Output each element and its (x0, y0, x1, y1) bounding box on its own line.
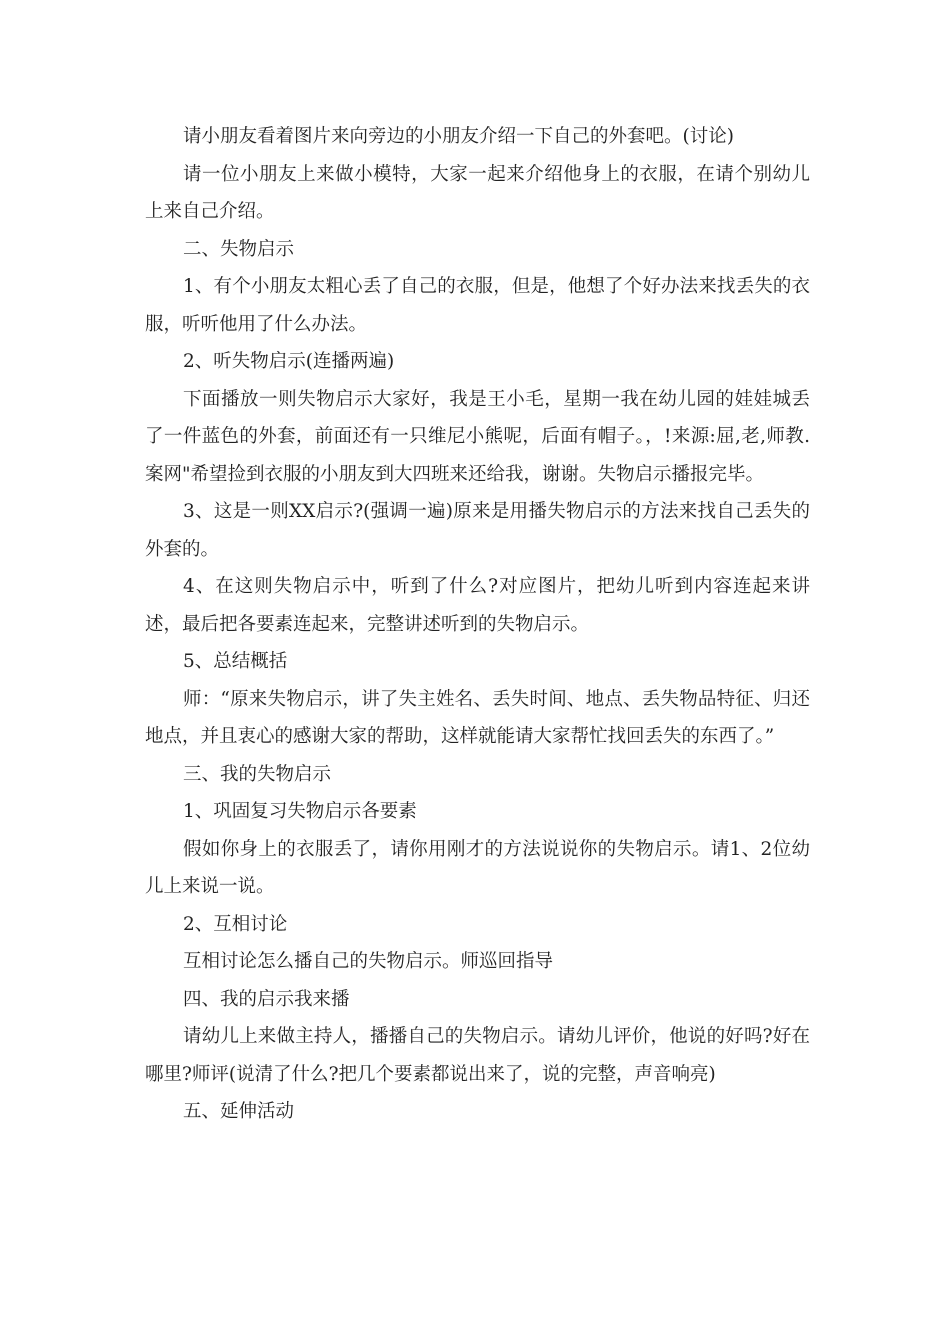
subsection-heading: 1、巩固复习失物启示各要素 (183, 801, 417, 822)
document-body (145, 118, 810, 1131)
paragraph: 下面播放一则失物启示大家好，我是王小毛，星期一我在幼儿园的娃娃城丢了一件蓝色的外套，前面还有一只维尼小熊呢，后面有帽子。，!来源:屈,老,师教.案网"希望捡到衣服的小朋友到大四班来还给我，谢谢。失物启示播报完毕。 (145, 388, 810, 485)
paragraph: 假如你身上的衣服丢了，请你用刚才的方法说说你的失物启示。请1、2位幼儿上来说一说。 (145, 838, 810, 897)
section-heading: 四、我的启示我来播 (183, 988, 350, 1010)
subsection-heading: 2、听失物启示(连播两遍) (183, 351, 395, 372)
paragraph: 请小朋友看着图片来向旁边的小朋友介绍一下自己的外套吧。(讨论) (183, 126, 734, 147)
paragraph: 请幼儿上来做主持人，播播自己的失物启示。请幼儿评价，他说的好吗?好在哪里?师评(说清了什么?把几个要素都说出来了，说的完整，声音响亮) (145, 1026, 810, 1085)
section-heading: 二、失物启示 (183, 238, 295, 260)
paragraph: 4、在这则失物启示中，听到了什么?对应图片，把幼儿听到内容连起来讲述，最后把各要素连起来，完整讲述听到的失物启示。 (145, 576, 810, 635)
paragraph: 请一位小朋友上来做小模特，大家一起来介绍他身上的衣服，在请个别幼儿上来自己介绍。 (145, 163, 810, 222)
subsection-heading: 2、互相讨论 (183, 913, 288, 935)
paragraph: 师：“原来失物启示，讲了失主姓名、丢失时间、地点、丢失物品特征、归还地点，并且衷心的感谢大家的帮助，这样就能请大家帮忙找回丢失的东西了。” (145, 688, 810, 747)
paragraph: 1、有个小朋友太粗心丢了自己的衣服，但是，他想了个好办法来找丢失的衣服，听听他用了什么办法。 (145, 276, 810, 335)
paragraph: 3、这是一则XX启示?(强调一遍)原来是用播失物启示的方法来找自己丢失的外套的。 (145, 501, 810, 560)
section-heading: 五、延伸活动 (183, 1101, 295, 1122)
paragraph: 互相讨论怎么播自己的失物启示。师巡回指导 (183, 951, 554, 972)
subsection-heading: 5、总结概括 (183, 651, 288, 672)
section-heading: 三、我的失物启示 (183, 763, 332, 785)
